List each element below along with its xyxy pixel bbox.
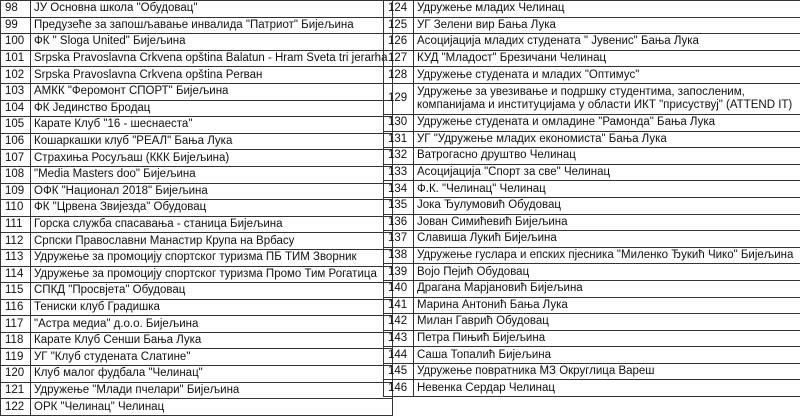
table-row bbox=[384, 347, 800, 364]
table-row bbox=[1, 150, 393, 167]
organization-name: Јован Симићевић Бијељина bbox=[414, 214, 800, 231]
organization-name: "Media Masters doo" Бијељина bbox=[31, 166, 393, 183]
row-number: 126 bbox=[384, 34, 414, 51]
row-number: 104 bbox=[1, 100, 31, 117]
organization-name: Марина Антонић Бања Лука bbox=[414, 297, 800, 314]
table-row bbox=[1, 283, 393, 300]
organization-name: Асоцијација "Спорт за све" Челинац bbox=[414, 164, 800, 181]
row-number: 146 bbox=[384, 380, 414, 397]
organization-name: ОФК "Национал 2018" Бијељина bbox=[31, 183, 393, 200]
organization-name: Удружење "Млади пчелари" Бијељина bbox=[31, 382, 393, 399]
row-number: 144 bbox=[384, 347, 414, 364]
organization-name: Srpska Pravoslavna Crkvena opština Balatun - Hram Sveta tri jerarha bbox=[31, 50, 393, 67]
organization-name: Ватрогасно друштво Челинац bbox=[414, 148, 800, 165]
table-row bbox=[1, 316, 393, 333]
row-number: 137 bbox=[384, 231, 414, 248]
table-row bbox=[384, 380, 800, 397]
organization-name: Славиша Лукић Бијељина bbox=[414, 231, 800, 248]
table-row bbox=[1, 133, 393, 150]
organization-name: ФК "Црвена Звијезда" Обудовац bbox=[31, 200, 393, 217]
row-number: 130 bbox=[384, 114, 414, 131]
row-number: 116 bbox=[1, 299, 31, 316]
table-row bbox=[1, 183, 393, 200]
table-row bbox=[1, 382, 393, 399]
row-number: 100 bbox=[1, 34, 31, 51]
organization-name: Милан Гаврић Обудовац bbox=[414, 314, 800, 331]
row-number: 114 bbox=[1, 266, 31, 283]
table-row bbox=[1, 17, 393, 34]
organization-name: Војо Пејић Обудовац bbox=[414, 264, 800, 281]
row-number: 103 bbox=[1, 83, 31, 100]
row-number: 135 bbox=[384, 197, 414, 214]
table-row bbox=[1, 216, 393, 233]
left-recipient-table bbox=[0, 0, 393, 416]
organization-name: Удружење за промоцију спортског туризма Промо Тим Рогатица bbox=[31, 266, 393, 283]
row-number: 106 bbox=[1, 133, 31, 150]
table-row bbox=[384, 67, 800, 84]
table-row bbox=[1, 83, 393, 100]
row-number: 111 bbox=[1, 216, 31, 233]
right-recipient-table bbox=[383, 0, 800, 397]
table-row bbox=[384, 247, 800, 264]
organization-name: Драгана Марјановић Бијељина bbox=[414, 280, 800, 297]
table-row bbox=[1, 166, 393, 183]
row-number: 110 bbox=[1, 200, 31, 217]
table-row bbox=[1, 266, 393, 283]
row-number: 142 bbox=[384, 314, 414, 331]
organization-name: УГ Зелени вир Бања Лука bbox=[414, 17, 800, 34]
row-number: 117 bbox=[1, 316, 31, 333]
table-row bbox=[384, 164, 800, 181]
table-row bbox=[1, 200, 393, 217]
row-number: 99 bbox=[1, 17, 31, 34]
organization-name: Невенка Сердар Челинац bbox=[414, 380, 800, 397]
table-row bbox=[384, 50, 800, 67]
organization-name: ЈУ Основна школа "Обудовац" bbox=[31, 1, 393, 18]
row-number: 107 bbox=[1, 150, 31, 167]
organization-name: ФК " Sloga United" Бијељина bbox=[31, 34, 393, 51]
organization-name: Удружење студената и омладине "Рамонда" Бања Лука bbox=[414, 114, 800, 131]
table-row bbox=[1, 233, 393, 250]
row-number: 143 bbox=[384, 330, 414, 347]
row-number: 122 bbox=[1, 399, 31, 416]
organization-name: Удружење гуслара и епских пјесника "Миленко Ђукић Чико" Бијељина bbox=[414, 247, 800, 264]
table-row bbox=[1, 299, 393, 316]
table-row bbox=[1, 366, 393, 383]
organization-name: Предузеће за запошљавање инвалида "Патриот" Бијељина bbox=[31, 17, 393, 34]
organization-name: Удружење за промоцију спортског туризма ПБ ТИМ Зворник bbox=[31, 249, 393, 266]
table-row bbox=[384, 264, 800, 281]
organization-name: Клуб малог фудбала "Челинац" bbox=[31, 366, 393, 383]
organization-name: Српски Православни Манастир Крупа на Врбасу bbox=[31, 233, 393, 250]
table-row bbox=[384, 114, 800, 131]
organization-name: Удружење за увезивање и подршку студентима, запосленим, компанијама и институцијама у области ИКТ "присуствуј" (ATTEND IT) bbox=[414, 83, 800, 114]
table-row bbox=[1, 34, 393, 51]
row-number: 118 bbox=[1, 332, 31, 349]
organization-name: "Астра медиа" д.о.о. Бијељина bbox=[31, 316, 393, 333]
organization-name: Удружење студената и младих "Оптимус" bbox=[414, 67, 800, 84]
table-row bbox=[1, 117, 393, 134]
table-row bbox=[384, 297, 800, 314]
row-number: 125 bbox=[384, 17, 414, 34]
organization-name: Карате Клуб Сенши Бања Лука bbox=[31, 332, 393, 349]
row-number: 98 bbox=[1, 1, 31, 18]
row-number: 121 bbox=[1, 382, 31, 399]
table-row bbox=[384, 330, 800, 347]
row-number: 115 bbox=[1, 283, 31, 300]
organization-name: Srpska Pravoslavna Crkvena opština Perван bbox=[31, 67, 393, 84]
row-number: 133 bbox=[384, 164, 414, 181]
table-row bbox=[384, 363, 800, 380]
table-row bbox=[384, 280, 800, 297]
row-number: 102 bbox=[1, 67, 31, 84]
row-number: 119 bbox=[1, 349, 31, 366]
row-number: 105 bbox=[1, 117, 31, 134]
row-number: 112 bbox=[1, 233, 31, 250]
organization-name: СПКД "Просвјета" Обудовац bbox=[31, 283, 393, 300]
row-number: 113 bbox=[1, 249, 31, 266]
organization-name: Петра Пињић Бијељина bbox=[414, 330, 800, 347]
table-row bbox=[1, 349, 393, 366]
organization-name: Удружење повратника МЗ Округлица Вареш bbox=[414, 363, 800, 380]
organization-name: АМКК "Феромонт СПОРТ" Бијељина bbox=[31, 83, 393, 100]
table-row bbox=[1, 332, 393, 349]
row-number: 127 bbox=[384, 50, 414, 67]
row-number: 136 bbox=[384, 214, 414, 231]
row-number: 108 bbox=[1, 166, 31, 183]
table-row bbox=[384, 231, 800, 248]
table-row bbox=[384, 1, 800, 18]
organization-name: Ф.К. "Челинац" Челинац bbox=[414, 181, 800, 198]
organization-name: ФК Јединство Бродац bbox=[31, 100, 393, 117]
organization-name: Горска служба спасавања - станица Бијељина bbox=[31, 216, 393, 233]
table-row bbox=[1, 100, 393, 117]
table-row bbox=[1, 1, 393, 18]
table-row bbox=[384, 197, 800, 214]
organization-name: Асоцијација младих студената " Јувенис" Бања Лука bbox=[414, 34, 800, 51]
table-row bbox=[1, 249, 393, 266]
row-number: 138 bbox=[384, 247, 414, 264]
table-row bbox=[1, 50, 393, 67]
row-number: 101 bbox=[1, 50, 31, 67]
organization-name: Саша Топалић Бијељина bbox=[414, 347, 800, 364]
organization-name: Удружење младих Челинац bbox=[414, 1, 800, 18]
table-row bbox=[384, 131, 800, 148]
table-row bbox=[384, 181, 800, 198]
table-row bbox=[384, 17, 800, 34]
row-number: 120 bbox=[1, 366, 31, 383]
organization-name: ОРК "Челинац" Челинац bbox=[31, 399, 393, 416]
table-row bbox=[384, 83, 800, 114]
row-number: 141 bbox=[384, 297, 414, 314]
organization-name: Јока Ђулумовић Обудовац bbox=[414, 197, 800, 214]
row-number: 132 bbox=[384, 148, 414, 165]
organization-name: Кошаркашки клуб "РЕАЛ" Бања Лука bbox=[31, 133, 393, 150]
organization-name: УГ "Клуб студената Слатине" bbox=[31, 349, 393, 366]
row-number: 139 bbox=[384, 264, 414, 281]
organization-name: Тениски клуб Градишка bbox=[31, 299, 393, 316]
row-number: 109 bbox=[1, 183, 31, 200]
organization-name: Страхиња Росуљаш (ККК Бијељина) bbox=[31, 150, 393, 167]
organization-name: КУД "Младост" Брезичани Челинац bbox=[414, 50, 800, 67]
row-number: 145 bbox=[384, 363, 414, 380]
table-row bbox=[384, 148, 800, 165]
organization-name: Карате Клуб "16 - шеснаеста" bbox=[31, 117, 393, 134]
row-number: 129 bbox=[384, 83, 414, 114]
table-row bbox=[1, 67, 393, 84]
row-number: 131 bbox=[384, 131, 414, 148]
table-row bbox=[384, 314, 800, 331]
organization-name: УГ "Удружење младих економиста" Бања Лука bbox=[414, 131, 800, 148]
row-number: 128 bbox=[384, 67, 414, 84]
table-row bbox=[384, 34, 800, 51]
table-row bbox=[1, 399, 393, 416]
row-number: 134 bbox=[384, 181, 414, 198]
row-number: 140 bbox=[384, 280, 414, 297]
row-number: 124 bbox=[384, 1, 414, 18]
table-row bbox=[384, 214, 800, 231]
